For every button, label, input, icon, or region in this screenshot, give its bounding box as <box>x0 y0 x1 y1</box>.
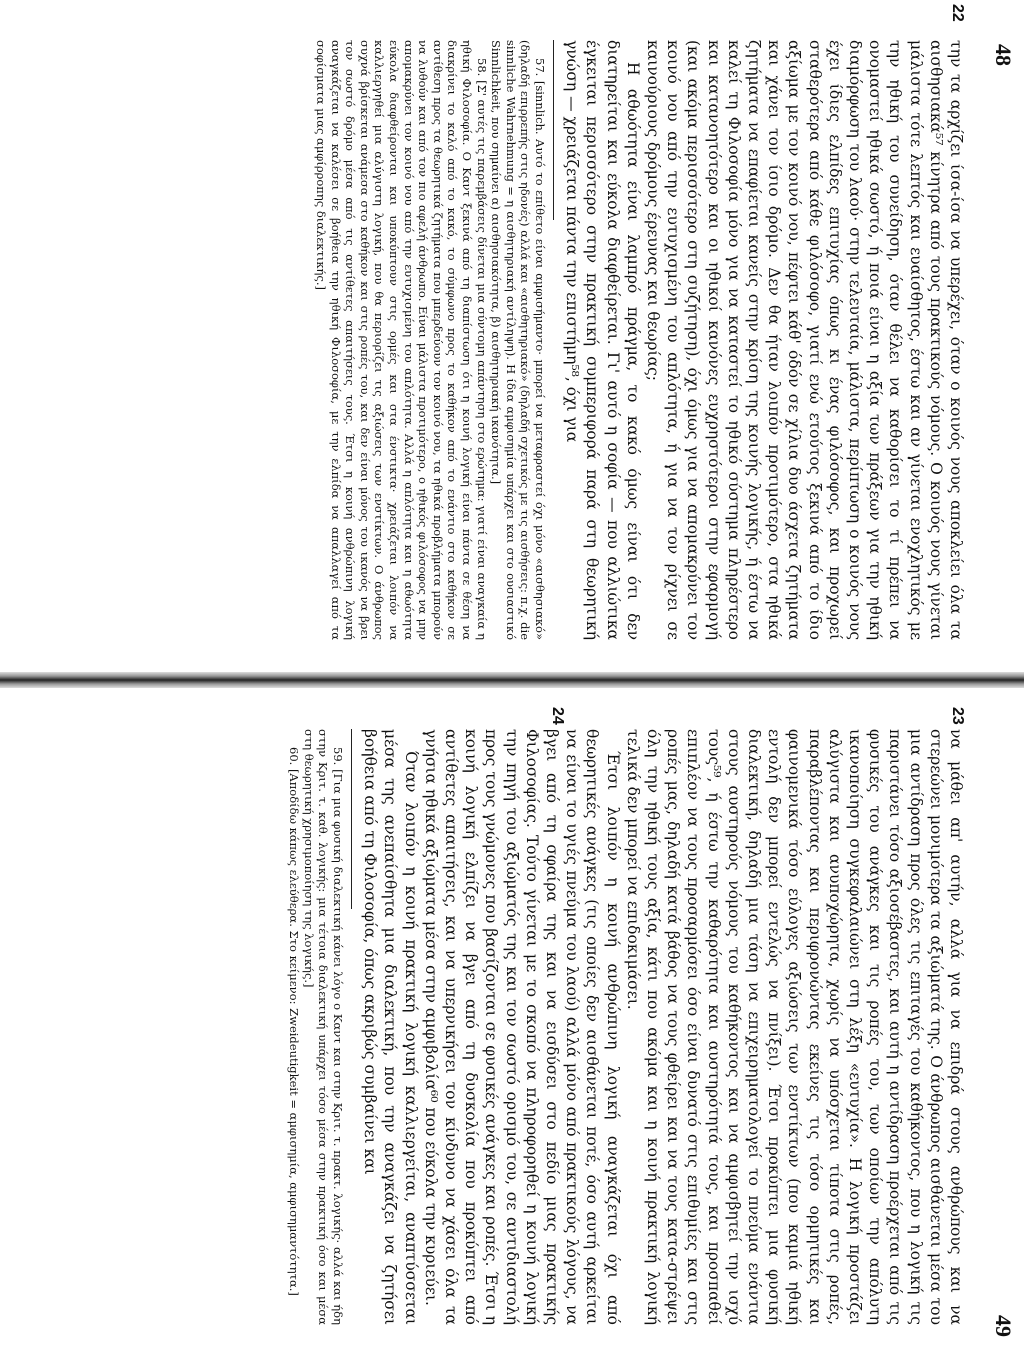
right-paragraph-1: να μάθει απ' αυτήν, αλλά για να επιδρά στους ανθρώπους και να στερεώνει μονιμότερα τα αξιώματά της. Ο άνθρωπος αισθάνεται μέσα του μια αντίδραση προς όλες τις επιταγές του καθήκοντος, που η λογική τις παριστάνει τόσο αξιοσέβαστες, και αυτή η αντίδραση προέρχεται από τις φυσικές του ανάγκες και τις ροπές του, των οποίων την απόλυτη ικανοποίηση συγκεφαλαιώνει στη λέξη «ευτυχία». Η λογική προστάζει αλύγιστα και ανυποχώρητα, χωρίς να υπόσχεται τίποτα στις ροπές, παραβλέποντας και περιφρονώντας εκείνες τις τόσο ορμητικές και φαινομενικά τόσο εύλογες αξιώσεις των ενστίκτων (που καμιά ηθική εντολή δεν μπορεί εντελώς να πνίξει). Έτσι προκύπτει μια φυσική διαλεκτική, δηλαδή μια τάση να επιχειρηματολογεί το πνεύμα ενάντια στους αυστηρούς νόμους του καθήκοντος και να αμφισβητεί την ισχύ τους⁵⁹, ή έστω την καθαρότητα και αυστηρότητά τους, και προσπαθεί επιπλέον να τους προσαρμόσει όσο είναι δυνατό στις επιθυμίες και στις ροπές μας, δηλαδή κατά βάθος να τους φθείρει και να τους κατα-στρέψει όλη την ηθική τους αξία, κάτι που ακόμα και η κοινή πρακτική λογική τελικά δεν μπορεί να επιδοκιμάσει. <box>623 729 965 1325</box>
left-footnote-rule <box>553 40 554 220</box>
footnote-57: 57. [sinnlich. Αυτό το επίθετο είναι αμφισήμαντο· μπορεί να μεταφραστεί όχι μόνο «αισθησιακό» (δηλαδή επιρρεπής στις ηδονές) αλλά και «αισθητηριακό» (δηλαδή σχετικός με τις αισθήσεις: π.χ. die sinnliche Wahrnehmung = η αισθητηριακή αντίληψη). Η ίδια αμφισημία υπάρχει και στο ουσιαστικό Sinnlichkeit, που σημαίνει α) αισθησιακότητα, β) αισθητηριακή ικανότητα.] <box>489 40 547 640</box>
left-page-number: 48 <box>991 44 1016 66</box>
footnote-59: 59. [Για μια φυσική διαλεκτική κάνει λόγο ο Καντ και στην Κριτ. τ. πρακτ. λογικής· αλλά και ήδη στην Κριτ. τ. καθ. λογικής: μια τέτοια διαλεκτική υπάρχει τόσο μέσα στην πρακτική όσο και μέσα στη θεωρητική χρησιμοποίηση της λογικής.] <box>301 729 345 1325</box>
left-paragraph-1: την τα αρχίζει ίσα-ίσα να υπερέχει, όταν ο κοινός νους αποκλείει όλα τα αισθησιακά⁵⁷ κίνητρα από τους πρακτικούς νόμους. Ο κοινός νους γίνεται μάλιστα τότε λεπτός και ευαίσθητος, έστω και αν γίνεται ενοχλητικός με την ηθική του συνείδηση, όταν θέλει να καθορίσει το τί πρέπει να ονομαστεί ηθικά σωστό, ή ποιά είναι η αξία των πράξεων για την ηθική διαμόρφωση του λαού· στην τελευταία, μάλιστα, περίπτωση ο κοινός νους έχει ίδιες ελπίδες επιτυχίας όπως κι ένας φιλόσοφος, και προχωρεί σταθερότερα από κάθε φιλόσοφο, γιατί ενώ ετούτος ξεκινά από το ίδιο αξίωμα με τον κοινό νου, πέφτει κάθ' όδόν σε χίλια δυο άσχετα ζητήματα και χάνει τον ίσιο δρόμο. Δεν θα ήταν λοιπόν προτιμότερο, στα ηθικά ζητήματα να επαφίεται κανείς στην κρίση της κοινής λογικής, ή έστω να καλεί τη Φιλοσοφία μόνο για να καταστεί το ηθικό σύστημα πληρέστερο και κατανοητότερο και οι ηθικοί κανόνες ευχρηστότεροι στην εφαρμογή (και ακόμα περισσότερο στη συζήτηση), όχι όμως για να απομακρύνει τον κοινό νου από την ευτυχισμένη του απλότητα, ή για να τον ρίχνει σε καινούριους δρόμους έρευνας και θεωρίας; <box>643 40 965 640</box>
right-footnote-rule <box>351 729 352 909</box>
left-section-marker: 22 <box>949 4 966 22</box>
footnote-60: 60. [Αποδίδω κάπως ελεύθερα. Στο κείμενο: Zweideutigkeit = αμφισημία, αμφισημαντότητα.] <box>287 747 302 1296</box>
right-section-marker-top: 23 <box>949 707 966 725</box>
left-paragraph-2: Η αθωότητα είναι λαμπρό πράγμα, το κακό όμως είναι ότι δεν διατηρείται και εύκολα διαφθείρεται. Γι' αυτό η σοφία — που αλλιώτικα έγκειται περισσότερο στην πρακτική συμπεριφορά παρά στη θεωρητική γνώση — χρειάζεται πάντα την επιστήμη⁵⁸, όχι για <box>563 40 642 640</box>
right-page-number: 49 <box>991 1315 1016 1337</box>
left-text-block <box>313 40 966 640</box>
right-paragraph-3: Όταν λοιπόν η κοινή πρακτική λογική καλλιεργείται, αναπτύσσεται μέσα της ανεπαίσθητα μια διαλεκτική, που την αναγκάζει να ζητήσει βοήθεια από τη Φιλοσοφία, όπως ακριβώς συμβαίνει και <box>361 729 420 1325</box>
footnote-58: 58. [Σ' αυτές τις παρεμβάσεις δίνεται μια σύντομη απάντηση στο ερώτημα: γιατί είναι αναγκαία η ηθική Φιλοσοφία. Ο Καντ ξεκινά από τη διαπίστωση ότι η κοινή λογική είναι πάντα σε θέση να διακρίνει το καλό από το κακό, το σύμφωνο προς το καθήκον από το ενάντιο στο καθήκον σε αντίθεση προς τα θεωρητικά ζητήματα που μπερδεύουν τον κοινό νου, τα ηθικά προβλήματα μπορούν να λυθούν και από τον πιο αφελή άνθρωπο. Είναι μάλιστα προτιμότερο, ο ηθικός φιλόσοφος να μην απομακρύνει τον κοινό νου από την ευτυχισμένη του απλότητα. Αλλά η απλότητα και η αθωότητα εύκολα διαφθείρονται και υποκύπτουν στις ορμές και στα ένστικτα· χρειάζεται λοιπόν να καλλιεργηθεί μια αλύγιστη λογική, που θα περιορίζει τις αξιώσεις των ενστίκτων. Ο άνθρωπος συχνά βρίσκεται ανάμεσα στο καθήκον και στις ροπές του, και δεν είναι μόνος του ικανός να βρει τον σωστό δρόμο μέσα από τις αντίθετες απαιτήσεις τους. Έτσι η κοινή ανθρώπινη λογική αναγκάζεται να καλέσει σε βοήθεια την ηθική Φιλοσοφία, με την ελπίδα να απαλλαγεί από τα σοφίσματα μιας αμφίρροπης διαλεκτικής.] <box>314 40 489 640</box>
right-paragraph-2: Έτσι λοιπόν η κοινή ανθρώπινη λογική αναγκάζεται όχι από θεωρητικές ανάγκες (τις οποίες δεν αισθάνεται ποτέ, όσο αυτή αρκείται να είναι το υγιές πνεύμα του λαού) αλλά μόνο από πρακτικούς λόγους, να βγει από τη σφαίρα της και να εισδύσει στο πεδίο μιας πρακτικής Φιλοσοφίας. Τούτο γίνεται με το σκοπό να πληροφορηθεί η κοινή λογική την πηγή του αξιώματός της και τον σωστό ορισμό του, σε αντιδιαστολή προς τους γνώμονες που βασίζονται σε φυσικές ανάγκες και ροπές. Έτσι η κοινή λογική ελπίζει να βγει από τη δυσκολία που προκύπτει από αντίθετες απαιτήσεις, και να υπερνικήσει τον κίνδυνο να χάσει όλα τα γνήσια ηθικά αξιώματα μέσα στην αμφιβολία⁶⁰ που εύκολα την κυριεύει. <box>421 729 622 1325</box>
book-gutter <box>0 672 1024 688</box>
right-text-block <box>287 729 966 1325</box>
right-page <box>0 705 1024 1365</box>
right-section-marker-mid: 24 <box>549 707 566 725</box>
left-page <box>0 0 1024 660</box>
